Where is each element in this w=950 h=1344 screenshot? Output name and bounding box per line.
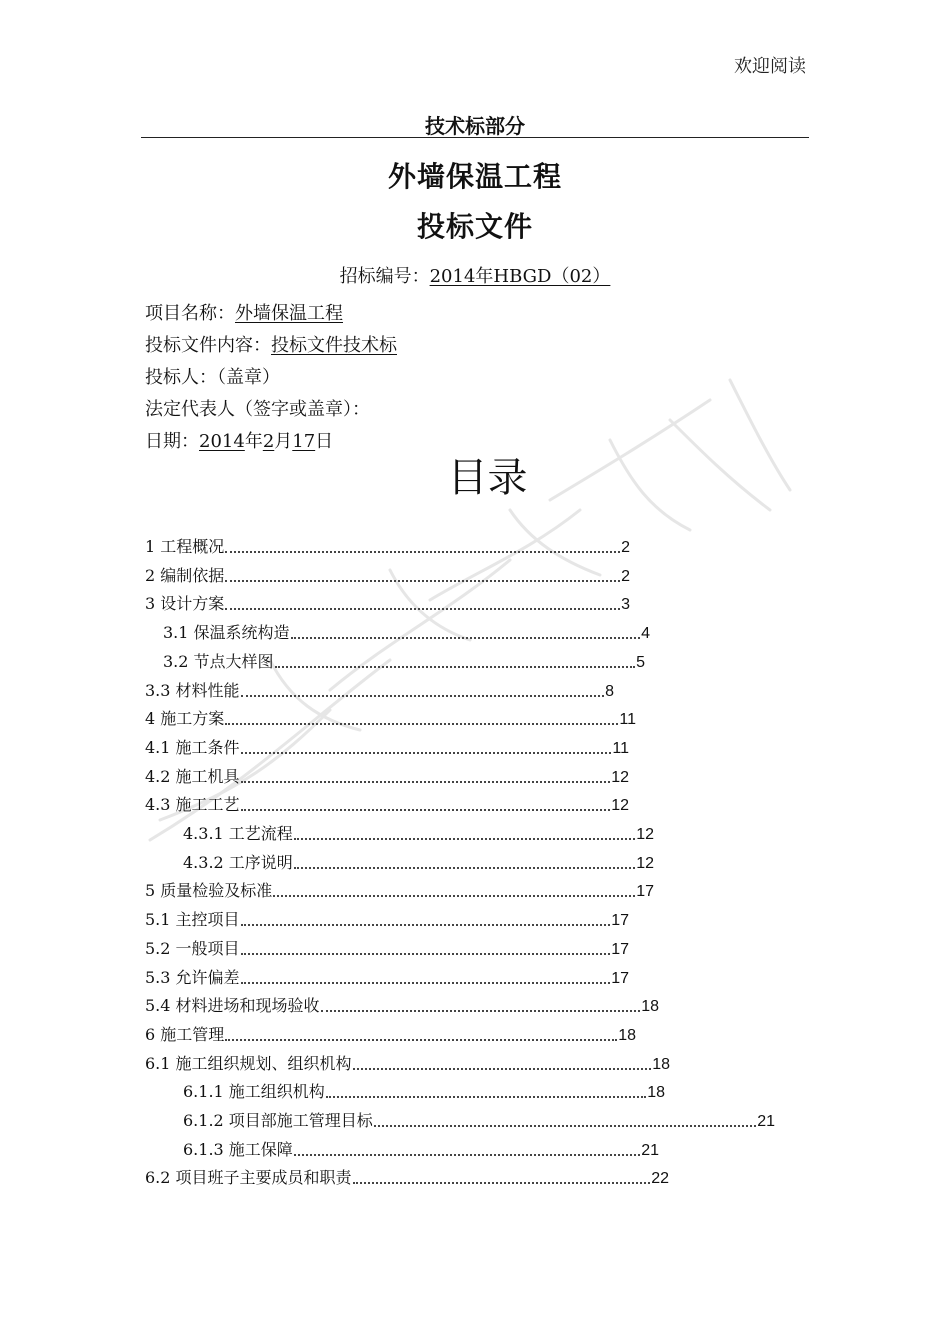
toc-entry[interactable]	[163, 646, 645, 672]
toc-entry-page: 4	[641, 625, 650, 643]
toc-entry-page: 2	[621, 539, 630, 556]
toc-leader-dots	[225, 1039, 617, 1041]
toc-entry-label: 6 施工管理	[145, 1024, 225, 1044]
toc-leader-dots	[273, 895, 635, 897]
toc-leader-dots	[374, 1125, 756, 1127]
toc-entry[interactable]	[145, 732, 629, 758]
toc-entry-page: 18	[641, 998, 659, 1016]
toc-entry[interactable]	[183, 1076, 665, 1102]
toc-entry-page: 18	[618, 1026, 636, 1044]
toc-entry-page: 17	[611, 969, 629, 987]
toc-leader-dots	[294, 1154, 640, 1156]
toc-entry-label: 4.3.1 工艺流程	[183, 824, 293, 843]
toc-entry-label: 3.1 保温系统构造	[163, 623, 290, 643]
toc-entry[interactable]	[145, 675, 614, 701]
toc-entry-page: 18	[647, 1084, 665, 1102]
toc-entry-page: 12	[611, 797, 629, 815]
toc-entry[interactable]	[145, 933, 629, 959]
toc-entry-page: 21	[757, 1113, 775, 1130]
toc-entry[interactable]	[145, 1019, 636, 1045]
toc-entry-page: 17	[611, 940, 629, 958]
toc-leader-dots	[353, 1068, 652, 1070]
legal-rep-line: 法定代表人（签字或盖章）：	[145, 399, 370, 420]
date-day: 17	[292, 431, 316, 452]
toc-entry-label: 6.1.3 施工保障	[183, 1139, 293, 1159]
content-line	[145, 331, 397, 357]
toc-entry-page: 11	[619, 711, 636, 729]
toc-entry-label: 3.3 材料性能	[145, 680, 240, 700]
bid-number	[0, 262, 950, 288]
toc-entry-label: 6.1 施工组织规划、组织机构	[145, 1053, 352, 1073]
toc-entry[interactable]	[145, 990, 659, 1016]
toc-entry[interactable]	[183, 847, 654, 873]
toc-entry-label: 5 质量检验及标准	[145, 881, 273, 901]
toc-leader-dots	[241, 953, 611, 955]
toc-entry[interactable]	[145, 588, 630, 614]
toc-leader-dots	[225, 723, 618, 725]
date-day-unit: 日	[315, 431, 334, 452]
toc-heading: 目录	[447, 455, 528, 501]
toc-entry-page: 17	[611, 912, 629, 930]
toc-leader-dots	[225, 580, 620, 582]
toc-entry-label: 4.3 施工工艺	[145, 795, 240, 815]
toc-entry[interactable]	[163, 617, 650, 643]
toc-entry[interactable]	[145, 789, 629, 815]
toc-entry-label: 2 编制依据	[145, 565, 225, 585]
toc-entry[interactable]	[183, 1105, 775, 1131]
toc-entry-page: 8	[605, 682, 614, 700]
date-year-unit: 年	[244, 431, 263, 452]
toc-entry[interactable]	[145, 761, 629, 787]
toc-entry-page: 3	[621, 596, 630, 614]
toc-leader-dots	[225, 551, 620, 553]
toc-entry-page: 2	[621, 567, 630, 585]
toc-leader-dots	[275, 666, 636, 668]
toc-entry-page: 22	[651, 1170, 669, 1188]
toc-entry-label: 6.1.1 施工组织机构	[183, 1082, 325, 1102]
toc-entry-label: 4.3.2 工序说明	[183, 852, 293, 872]
content-label: 投标文件内容：	[145, 335, 271, 356]
toc-entry[interactable]	[145, 1162, 669, 1188]
toc-entry[interactable]	[145, 904, 629, 930]
toc-entry-label: 5.4 材料进场和现场验收	[145, 996, 320, 1016]
toc-entry[interactable]	[145, 1048, 670, 1074]
document-subtitle: 投标文件	[416, 210, 533, 243]
toc-entry-label: 4 施工方案	[145, 709, 225, 729]
toc-leader-dots	[241, 924, 611, 926]
toc-entry-page: 5	[636, 653, 645, 671]
toc-entry[interactable]	[145, 531, 630, 557]
toc-entry-label: 1 工程概况	[145, 537, 225, 556]
toc-leader-dots	[241, 982, 611, 984]
toc-entry-page: 11	[612, 739, 629, 757]
toc-leader-dots	[294, 867, 635, 869]
toc-leader-dots	[321, 1010, 641, 1012]
document-title: 外墙保温工程	[387, 160, 562, 193]
toc-entry-page: 21	[641, 1141, 659, 1159]
toc-entry-page: 12	[636, 826, 654, 843]
date-label: 日期：	[145, 431, 199, 452]
toc-entry-label: 5.3 允许偏差	[145, 967, 240, 987]
toc-leader-dots	[353, 1182, 651, 1184]
bidder-line: 投标人：（盖章）	[145, 367, 280, 388]
toc-entry[interactable]	[145, 875, 654, 901]
toc-entry[interactable]	[145, 703, 636, 729]
toc-entry[interactable]	[145, 560, 630, 586]
toc-leader-dots	[241, 695, 605, 697]
bid-number-value: 2014年HBGD（02）	[429, 266, 611, 287]
toc-entry-label: 3 设计方案	[145, 594, 225, 614]
date-month-unit: 月	[274, 431, 293, 452]
header-welcome-text: 欢迎阅读	[734, 56, 806, 77]
toc-entry[interactable]	[183, 818, 654, 844]
toc-entry[interactable]	[183, 1134, 659, 1160]
toc-entry-page: 12	[636, 854, 654, 872]
toc-entry-label: 3.2 节点大样图	[163, 651, 274, 671]
bid-number-label: 招标编号：	[339, 266, 430, 287]
content-value: 投标文件技术标	[271, 335, 397, 356]
toc-leader-dots	[326, 1096, 646, 1098]
toc-leader-dots	[294, 838, 635, 840]
project-name-label: 项目名称：	[145, 303, 235, 324]
toc-entry[interactable]	[145, 962, 629, 988]
toc-leader-dots	[241, 752, 612, 754]
toc-entry-page: 12	[611, 768, 629, 786]
toc-leader-dots	[241, 781, 611, 783]
toc-entry-label: 6.1.2 项目部施工管理目标	[183, 1111, 373, 1130]
toc-entry-page: 18	[652, 1055, 670, 1073]
title-divider	[141, 137, 809, 138]
project-name-line	[145, 299, 343, 325]
toc-entry-label: 5.1 主控项目	[145, 910, 240, 930]
project-name-value: 外墙保温工程	[235, 303, 343, 324]
toc-entry-label: 4.2 施工机具	[145, 766, 240, 786]
toc-entry-label: 4.1 施工条件	[145, 737, 240, 757]
toc-entry-page: 17	[636, 883, 654, 901]
toc-leader-dots	[291, 637, 641, 639]
toc-leader-dots	[225, 608, 620, 610]
toc-entry-label: 5.2 一般项目	[145, 938, 240, 958]
section-title: 技术标部分	[425, 114, 525, 138]
toc-entry-label: 6.2 项目班子主要成员和职责	[145, 1168, 352, 1188]
toc-leader-dots	[241, 809, 611, 811]
date-year: 2014	[199, 431, 245, 452]
date-month: 2	[262, 431, 275, 452]
